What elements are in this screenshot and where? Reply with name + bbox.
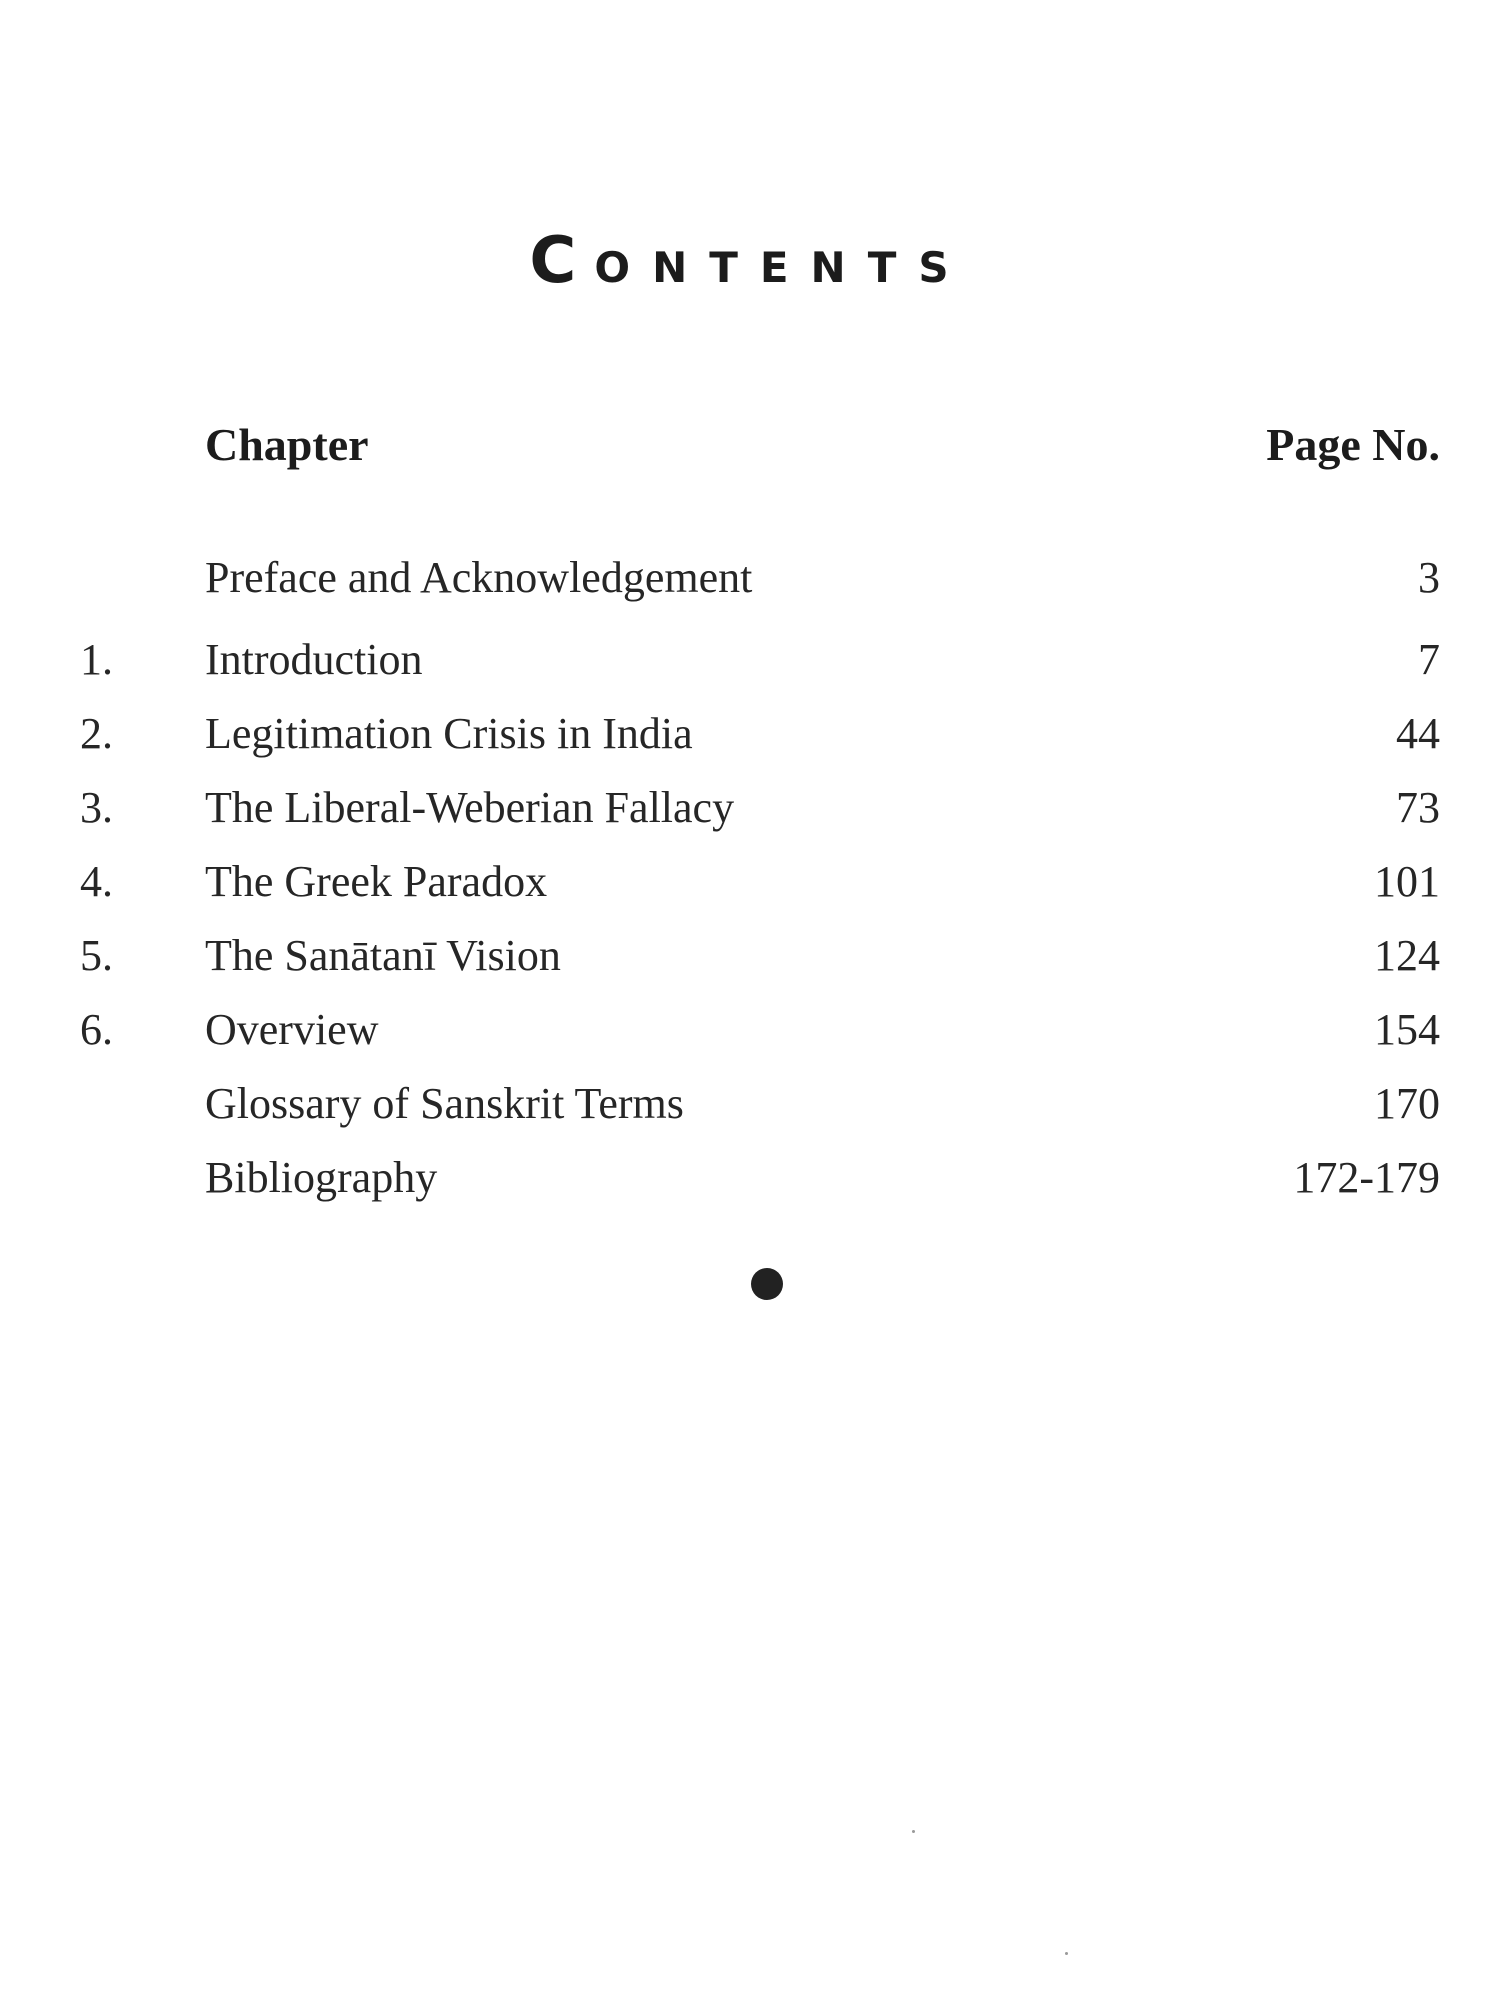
toc-entry	[0, 852, 1500, 926]
toc-entry-title: Bibliography	[205, 1153, 438, 1202]
chapter-column-heading: Chapter	[205, 419, 369, 470]
paper-speck	[912, 1830, 915, 1833]
table-of-contents	[0, 548, 1500, 1222]
toc-entry-title: The Liberal-Weberian Fallacy	[205, 783, 735, 832]
toc-entry-number: 4.	[80, 857, 113, 906]
toc-entry	[0, 548, 1500, 630]
toc-entry	[0, 1000, 1500, 1074]
toc-entry-number: 6.	[80, 1005, 113, 1054]
toc-entry-page: 73	[1396, 783, 1440, 832]
toc-entry-page: 101	[1374, 857, 1440, 906]
toc-entry-title: The Greek Paradox	[205, 857, 548, 906]
paper-speck	[1065, 1952, 1068, 1955]
toc-entry-page: 7	[1418, 635, 1440, 684]
toc-entry-page: 44	[1396, 709, 1440, 758]
toc-entry-number: 2.	[80, 709, 113, 758]
page-title-rest: ONTENTS	[594, 243, 971, 292]
toc-entry-title: Glossary of Sanskrit Terms	[205, 1079, 684, 1128]
toc-entry-title: The Sanātanī Vision	[205, 931, 561, 980]
toc-entry	[0, 630, 1500, 704]
toc-entry-page: 124	[1374, 931, 1440, 980]
toc-entry	[0, 1074, 1500, 1148]
toc-entry	[0, 704, 1500, 778]
toc-entry-title: Introduction	[205, 635, 423, 684]
toc-entry-number: 1.	[80, 635, 113, 684]
toc-entry-page: 154	[1374, 1005, 1440, 1054]
toc-entry-title: Overview	[205, 1005, 379, 1054]
toc-entry-number: 3.	[80, 783, 113, 832]
toc-entry-page: 3	[1418, 553, 1440, 602]
toc-entry	[0, 926, 1500, 1000]
toc-entry-page: 170	[1374, 1079, 1440, 1128]
toc-entry-title: Preface and Acknowledgement	[205, 553, 753, 602]
toc-entry-number: 5.	[80, 931, 113, 980]
page-title	[0, 224, 1500, 298]
toc-entry-title: Legitimation Crisis in India	[205, 709, 693, 758]
end-ornament-dot	[751, 1268, 783, 1300]
page-title-initial: C	[529, 224, 595, 298]
toc-entry	[0, 1148, 1500, 1222]
toc-entry-page: 172-179	[1293, 1153, 1440, 1202]
toc-entry	[0, 778, 1500, 852]
page-number-column-heading: Page No.	[1266, 419, 1440, 470]
